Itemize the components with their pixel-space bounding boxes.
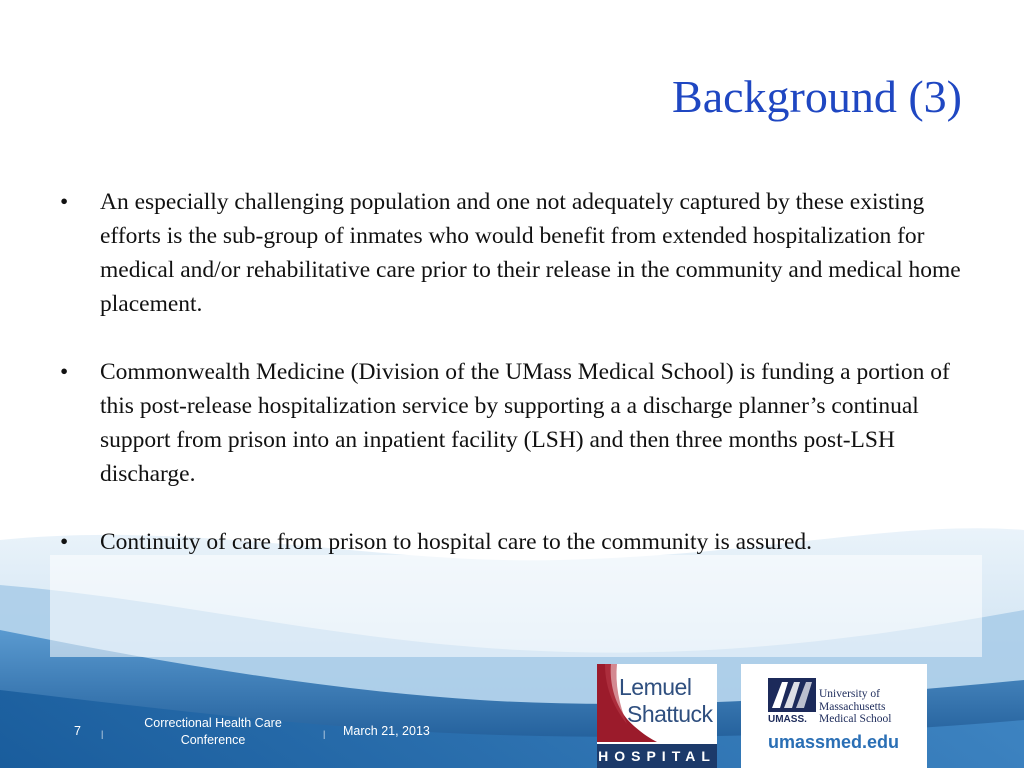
lemuel-shattuck-logo [597, 664, 717, 768]
bullet-text: Continuity of care from prison to hospital care to the community is assured. [100, 529, 813, 555]
umass-uni-line-1: University of [819, 688, 881, 700]
slide-footer [0, 715, 600, 755]
footer-date: March 21, 2013 [343, 724, 430, 738]
bullet-item [58, 355, 973, 491]
conference-line-1: Correctional Health Care [144, 716, 282, 730]
umass-uni-line-2: Massachusetts [819, 700, 886, 713]
umass-wordmark: UMASS. [768, 714, 807, 725]
lsh-name [619, 674, 717, 728]
umass-university-name [819, 688, 929, 726]
bullet-text: Commonwealth Medicine (Division of the UMass Medical School) is funding a portion of this post-release hospitalization service by supporting a a discharge planner’s continual support from prison into an inpatient facility (LSH) and then three months post-LSH discharge. [100, 359, 950, 487]
lsh-line-1: Lemuel [619, 674, 692, 700]
footer-separator: | [323, 729, 326, 739]
bullet-item [58, 525, 973, 559]
bullet-dot-icon: • [60, 359, 69, 385]
bullet-item [58, 185, 973, 321]
umass-uni-line-3: Medical School [819, 713, 892, 725]
lsh-line-2: Shattuck [627, 701, 713, 727]
bullet-text: An especially challenging population and one not adequately captured by these existing efforts is the sub-group of inmates who would benefit from extended hospitalization for medical and/or rehabilitative care prior to their release in the community and medical home placement. [100, 189, 961, 317]
bullet-list [58, 185, 973, 593]
slide-title: Background (3) [672, 71, 962, 122]
footer-separator: | [101, 729, 104, 739]
bullet-dot-icon: • [60, 529, 69, 555]
lsh-hospital-bar: HOSPITAL [597, 744, 717, 768]
umass-mark-icon [768, 678, 816, 712]
conference-name [128, 715, 298, 749]
conference-line-2: Conference [180, 733, 246, 747]
bullet-dot-icon: • [60, 189, 69, 215]
umass-url: umassmed.edu [768, 732, 900, 752]
umass-medical-logo [741, 664, 927, 768]
page-number: 7 [74, 724, 81, 738]
